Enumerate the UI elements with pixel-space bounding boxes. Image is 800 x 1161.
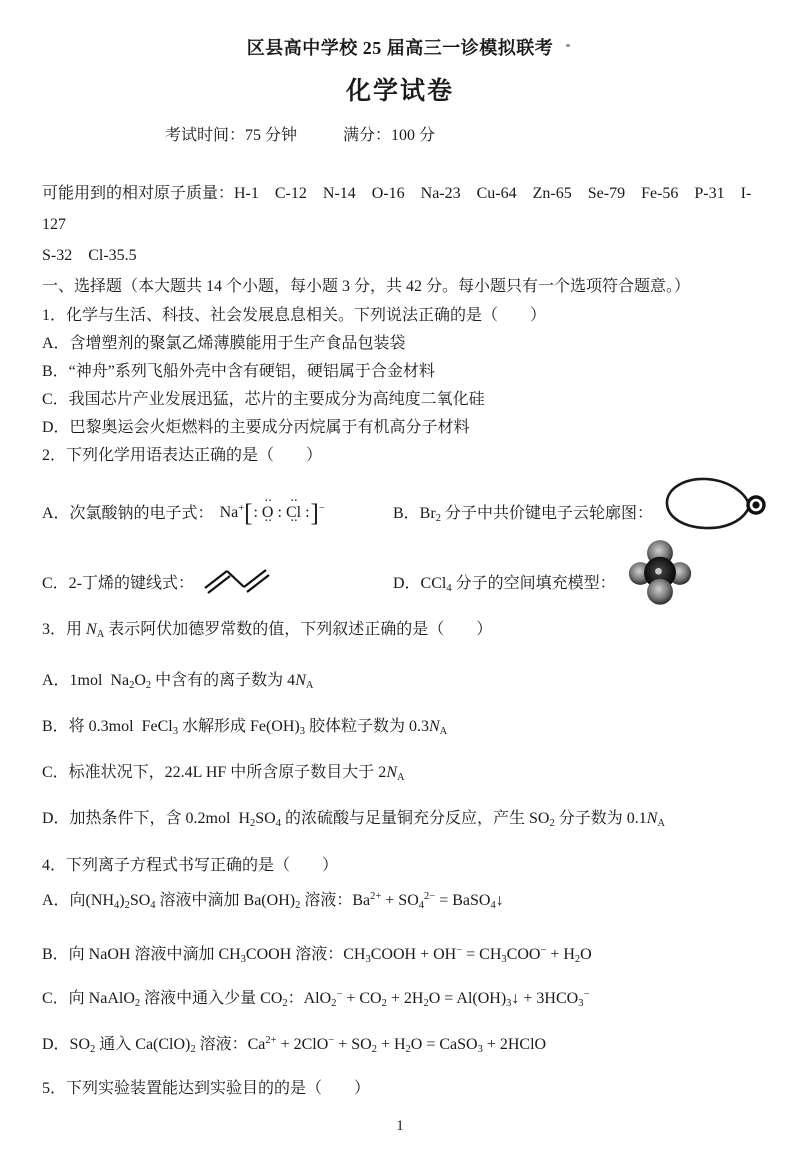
question-4-option-b: B．向 NaOH 溶液中滴加 $CH_3COOH$ 溶液：$CH_3COOH + OH^- = CH_3COO^- + H_2O$	[42, 945, 592, 965]
page-title: 区县高中学校 25 届高三一诊模拟联考	[246, 38, 554, 58]
electron-formula-oxygen: ·· O ··	[262, 504, 274, 522]
question-3-option-b: B．将 0.3mol FeCl$_3$ 水解形成 $Fe(OH)_3$ 胶体粒子数为 $0.3N_A$	[42, 718, 448, 737]
paper-subtitle: 化学试卷	[345, 78, 454, 105]
ccl4-space-filling-model-image	[622, 534, 698, 610]
question-1-option-a: A．含增塑剂的聚氯乙烯薄膜能用于生产食品包装袋	[42, 335, 406, 352]
question-5	[42, 1075, 758, 1103]
full-score-label: 满分：100 分	[343, 127, 436, 144]
br2-electron-cloud-image	[657, 468, 769, 538]
exam-info-line	[165, 122, 758, 145]
question-4-option-c: C．向 NaAlO$_2$ 溶液中通入少量 $CO_2$：$AlO_2^- + CO_2 + 2H_2O$ = $Al(OH)_3↓ + 3HCO_3^-$	[42, 989, 590, 1009]
question-1-option-c: C．我国芯片产业发展迅猛，芯片的主要成分为高纯度二氧化硅	[42, 391, 485, 408]
question-2-option-c	[42, 558, 393, 616]
electron-formula-anion-charge: −	[318, 503, 325, 514]
question-4-option-a: A．向$(NH_4)_2SO_4$ 溶液中滴加 $Ba(OH)_2$ 溶液：$Ba^{2+} + SO_4^{2-}$ = BaSO$_4$↓	[42, 891, 504, 911]
question-4	[42, 852, 758, 1058]
question-4-stem: 4．下列离子方程式书写正确的是（ ）	[42, 857, 339, 874]
question-2-options	[42, 476, 758, 616]
question-2-option-c-label: C．2-丁烯的键线式：	[42, 575, 195, 592]
atomic-masses-line-2: S-32 Cl-35.5	[42, 247, 137, 264]
electron-formula-open-bracket: [	[244, 500, 253, 527]
question-1-option-d: D．巴黎奥运会火炬燃料的主要成分丙烷属于有机高分子材料	[42, 419, 470, 436]
question-2-option-a-label: A．次氯酸钠的电子式：	[42, 505, 214, 522]
question-2-option-b	[393, 476, 769, 558]
question-3-option-a: A．1mol $Na_2O_2$ 中含有的离子数为 $4N_A$	[42, 672, 314, 691]
question-4-option-d: D．$SO_2$ 通入 $Ca(ClO)_2$ 溶液：$Ca^{2+} + 2ClO^- + SO_2 + H_2O$ = CaSO$_3$ + 2HClO	[42, 1035, 547, 1055]
butene-skeletal-formula-drawing	[202, 564, 270, 596]
electron-formula-cation-charge: +	[238, 503, 245, 514]
question-2-option-d	[393, 558, 769, 616]
exam-time-label: 考试时间：75 分钟	[165, 127, 298, 144]
naclo-electron-formula: Na+[: ·· O ·· : ·· Cl ·· :]−	[220, 500, 325, 528]
atomic-masses-line-1: 可能用到的相对原子质量：H-1 C-12 N-14 O-16 Na-23 Cu-64 Zn-65 Se-79 Fe-56 P-31 I-127	[42, 185, 752, 233]
question-1-option-b: B．“神舟”系列飞船外壳中含有硬铝，硬铝属于合金材料	[42, 363, 435, 380]
electron-formula-chlorine: ·· Cl ··	[286, 504, 301, 522]
question-3	[42, 616, 758, 831]
question-2-option-a	[42, 476, 393, 558]
page-number: 1	[396, 1118, 404, 1134]
question-2-option-b-label: B．$Br_2$ 分子中共价键电子云轮廓图：	[393, 505, 653, 524]
electron-formula-cation: Na	[219, 504, 239, 521]
question-1-stem: 1．化学与生活、科技、社会发展息息相关。下列说法正确的是（ ）	[42, 307, 547, 324]
preamble	[42, 178, 758, 302]
question-3-option-c: C．标准状况下，22.4L HF 中所含原子数目大于 $2N_A$	[42, 764, 405, 783]
question-3-stem: 3．用 $N_A$ 表示阿伏加德罗常数的值，下列叙述正确的是（ ）	[42, 621, 493, 640]
question-2	[42, 442, 758, 616]
question-2-stem: 2．下列化学用语表达正确的是（ ）	[42, 447, 323, 464]
question-3-option-d: D．加热条件下，含 0.2mol $H_2SO_4$ 的浓硫酸与足量铜充分反应，产生 $SO_2$ 分子数为 $0.1N_A$	[42, 810, 665, 829]
section-header: 一、选择题（本大题共 14 个小题，每小题 3 分，共 42 分。每小题只有一个选项符合题意。）	[42, 278, 691, 295]
question-1	[42, 302, 758, 442]
question-2-option-d-label: D．CCl$_4$ 分子的空间填充模型：	[393, 575, 616, 594]
question-5-stem: 5．下列实验装置能达到实验目的的是（ ）	[42, 1080, 371, 1097]
electron-formula-close-bracket: ]	[310, 500, 319, 527]
